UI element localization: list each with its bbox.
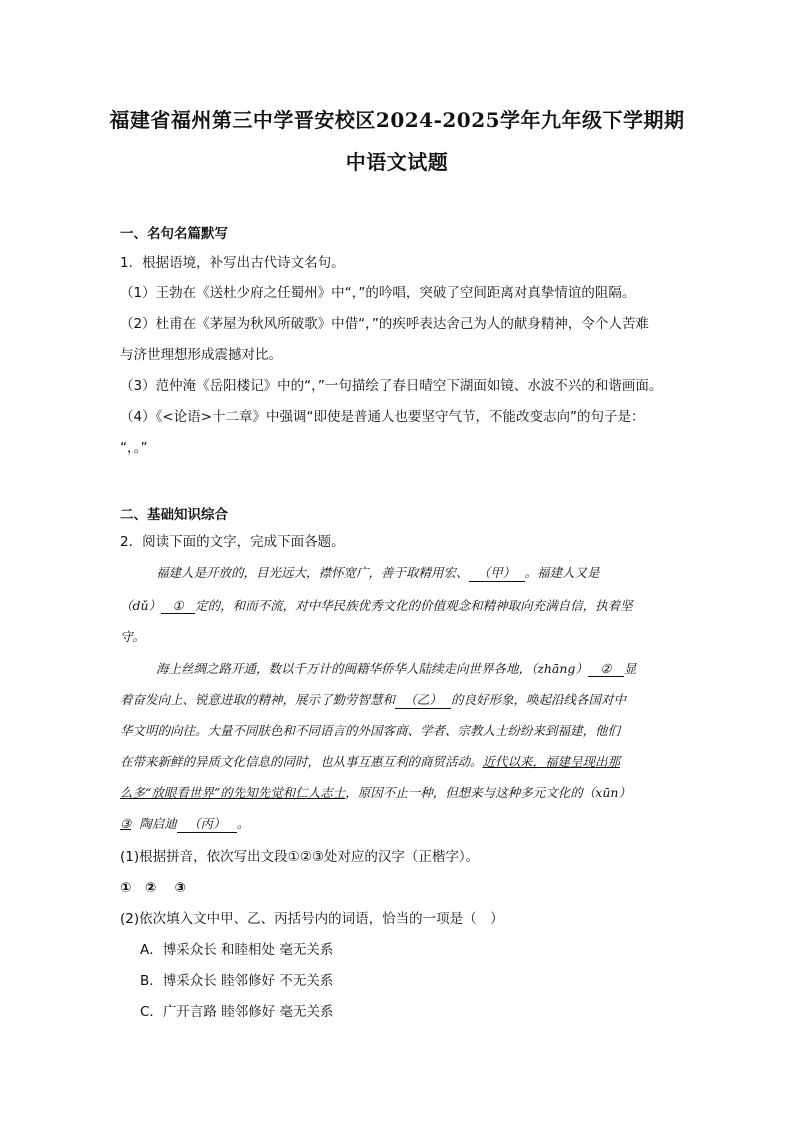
passage-line-1: 福建人是开放的，目光远大，襟怀宽广，善于取精用宏、 （甲） 。福建人又是 [156,565,600,580]
question1-item-2-cont: 与济世理想形成震撼对比。 [120,347,282,363]
passage-line-6: 华文明的向往。大量不同肤色和不同语言的外国客商、学者、宗教人士纷纷来到福建，他们 [120,723,621,738]
sub-question-2: (2)依次填入文中甲、乙、丙括号内的词语，恰当的一项是（ ） [120,911,504,927]
passage-line-4: 海上丝绸之路开通，数以千万计的闽籍华侨华人陆续走向世界各地，（zhāng） ② 显 [156,661,637,676]
page-title-line2: 中语文试题 [345,150,449,174]
passage-line-7: 在带来新鲜的异质文化信息的同时，也从事互惠互利的商贸活动。近代以来，福建呈现出那 [120,754,621,769]
question1-item-3: （3）范仲淹《岳阳楼记》中的“，”一句描绘了春日晴空下湖面如镜、水波不兴的和谐画面。 [120,378,663,394]
passage-line-2: （dǔ） ① 定的，和而不流，对中华民族优秀文化的价值观念和精神取向充满自信，执着坚 [120,598,633,613]
option-c: C．广开言路 睦邻修好 毫无关系 [140,1004,334,1020]
section1-heading: 一、名句名篇默写 [120,226,228,242]
blank-circle-2: ② [588,661,624,677]
sub-question-1: (1)根据拼音，依次写出文段①②③处对应的汉字（正楷字）。 [120,849,480,865]
question1-item-4: （4）《<论语>十二章》中强调“即使是普通人也要坚守气节，不能改变志向”的句子是： [120,409,645,425]
passage-line-9: ③ 陶启迪 （丙） 。 [120,816,250,831]
section2-heading: 二、基础知识综合 [120,507,228,523]
blank-circle-1: ① [161,598,195,614]
passage-line-5: 着奋发向上、锐意进取的精神，展示了勤劳智慧和 （乙） 的良好形象，唤起沿线各国对中 [120,692,627,707]
underlined-sentence-part2: 么多“放眼看世界”的先知先觉和仁人志士 [120,785,346,800]
option-a: A．博采众长 和睦相处 毫无关系 [140,942,334,958]
passage-line-8: 么多“放眼看世界”的先知先觉和仁人志士，原因不止一种，但想来与这种多元文化的（xūn） [120,785,631,800]
question2-stem: 2．阅读下面的文字，完成下面各题。 [120,534,345,550]
underlined-sentence-part1: 近代以来，福建呈现出那 [482,754,621,769]
page-title-line1: 福建省福州第三中学晋安校区2024-2025学年九年级下学期期 [109,108,685,132]
question1-stem: 1．根据语境，补写出古代诗文名句。 [120,255,345,271]
blank-jia: （甲） [469,563,525,582]
question1-item-2: （2）杜甫在《茅屋为秋风所破歌》中借“，”的疾呼表达舍己为人的献身精神，令个人苦难 [120,316,649,332]
sub-question-1-marks: ① ② ③ [120,880,186,896]
question1-item-4-answer: “，。” [120,440,148,456]
question1-item-1: （1）王勃在《送杜少府之任蜀州》中“，”的吟唱，突破了空间距离对真挚情谊的阻隔。 [120,285,636,301]
blank-circle-3: ③ [120,816,132,831]
blank-bing: （丙） [177,814,237,833]
passage-line-3: 守。 [120,629,146,644]
option-b: B．博采众长 睦邻修好 不无关系 [140,973,334,989]
blank-yi: （乙） [395,690,451,709]
